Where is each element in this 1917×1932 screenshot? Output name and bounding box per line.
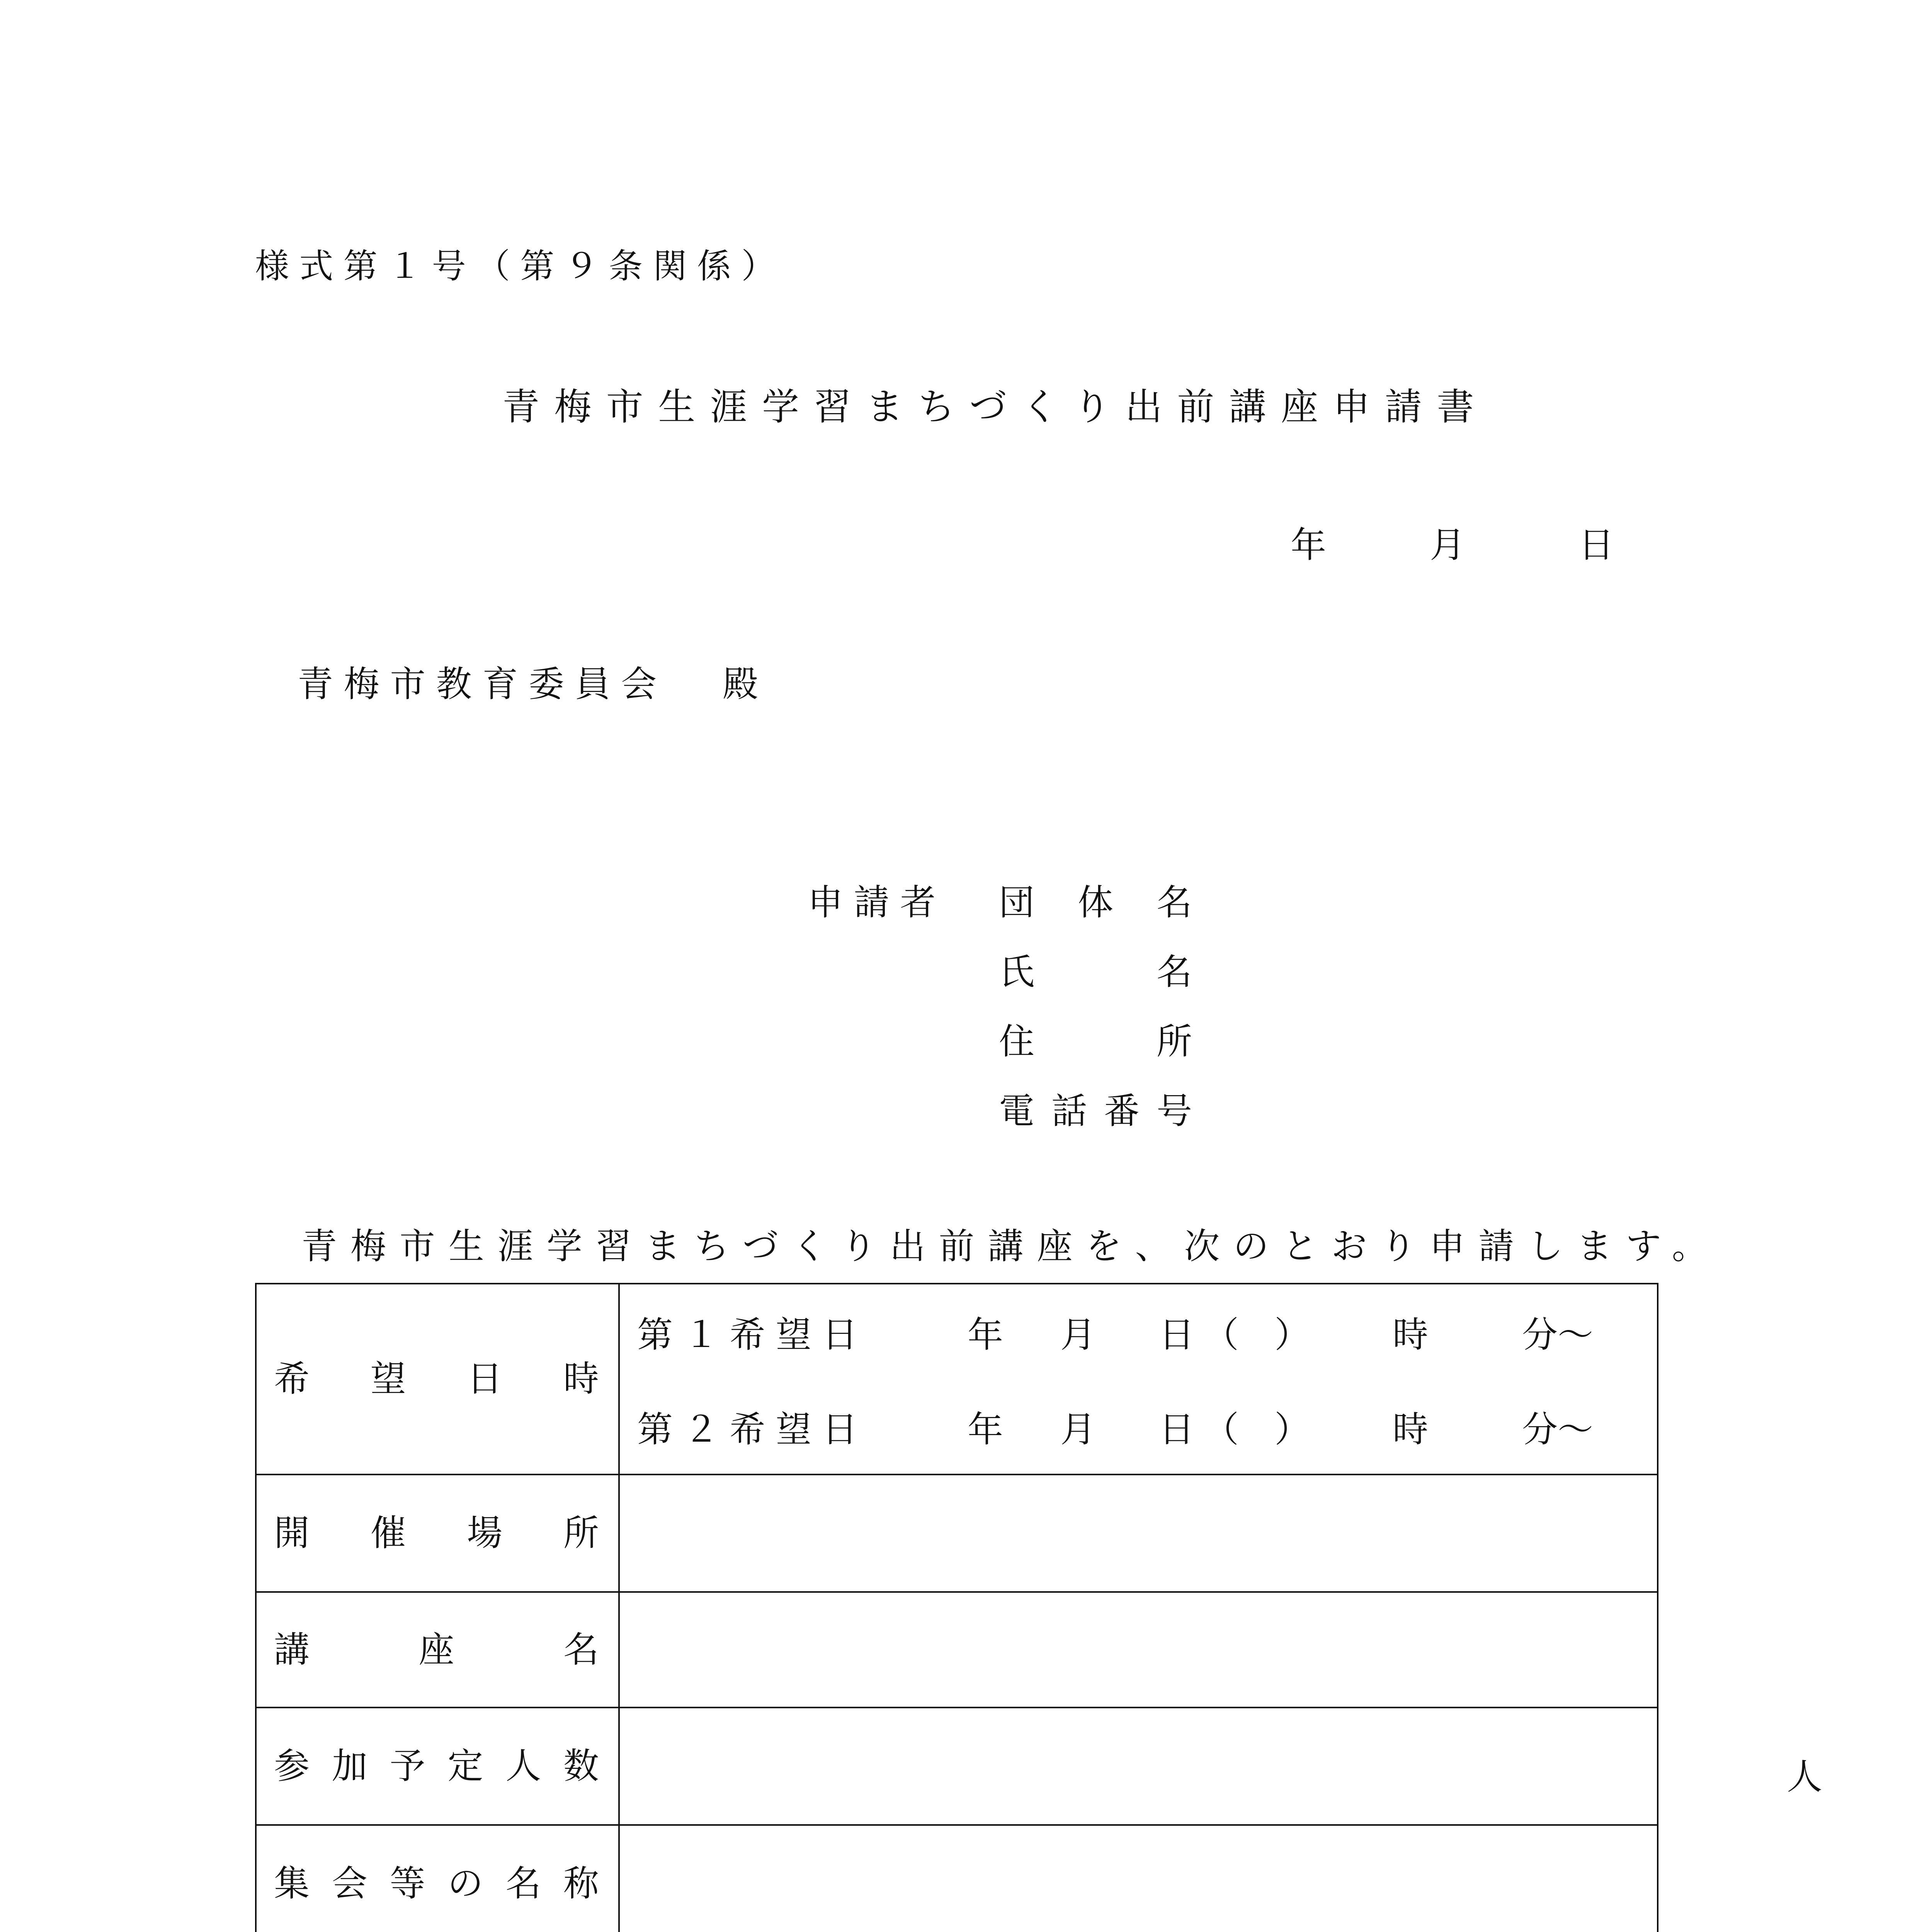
form-number: 様式第１号（第９条関係） — [255, 246, 786, 286]
addressee-honorific: 殿 — [723, 663, 759, 705]
row-participants — [256, 1708, 1658, 1825]
addressee-name: 青梅市教育委員会 — [298, 663, 667, 705]
intro-text: 青梅市生涯学習まちづくり出前講座を、次のとおり申請します。 — [301, 1226, 1721, 1267]
applicant-phone-label: 電 話 番 号 — [999, 1090, 1192, 1132]
venue-field[interactable] — [619, 1475, 1658, 1592]
course-name-field[interactable] — [619, 1592, 1658, 1708]
second-choice-date-line[interactable]: 第２希望日 年 月 日 （ ） 時 分～ — [637, 1408, 1594, 1450]
label-venue: 開 催 場 所 — [256, 1475, 619, 1592]
date-month-label: 月 — [1430, 524, 1466, 566]
organization-name-label: 団 体 名 — [999, 882, 1192, 923]
applicant-name-label: 氏 名 — [999, 951, 1192, 993]
document-title: 青梅市生涯学習まちづくり出前講座申請書 — [502, 385, 1489, 429]
row-desired-datetime — [256, 1284, 1658, 1475]
row-meeting-name — [256, 1825, 1658, 1932]
row-course-name — [256, 1592, 1658, 1708]
persons-unit: 人 — [1787, 1756, 1823, 1798]
first-choice-date-line[interactable]: 第１希望日 年 月 日 （ ） 時 分～ — [637, 1314, 1594, 1355]
label-course-name: 講 座 名 — [256, 1592, 619, 1708]
meeting-name-field[interactable] — [619, 1825, 1658, 1932]
application-table — [255, 1283, 1823, 1932]
desired-datetime-field[interactable] — [619, 1284, 1658, 1475]
label-meeting-name: 集 会 等 の 名 称 — [256, 1825, 619, 1932]
row-venue — [256, 1475, 1658, 1592]
participants-field[interactable] — [619, 1708, 1823, 1825]
date-year-label: 年 — [1291, 524, 1327, 566]
label-desired-datetime: 希 望 日 時 — [256, 1284, 619, 1475]
applicant-address-label: 住 所 — [999, 1021, 1192, 1062]
applicant-label: 申請者 — [808, 882, 946, 923]
date-day-label: 日 — [1579, 524, 1614, 566]
label-participants: 参 加 予 定 人 数 — [256, 1708, 619, 1825]
